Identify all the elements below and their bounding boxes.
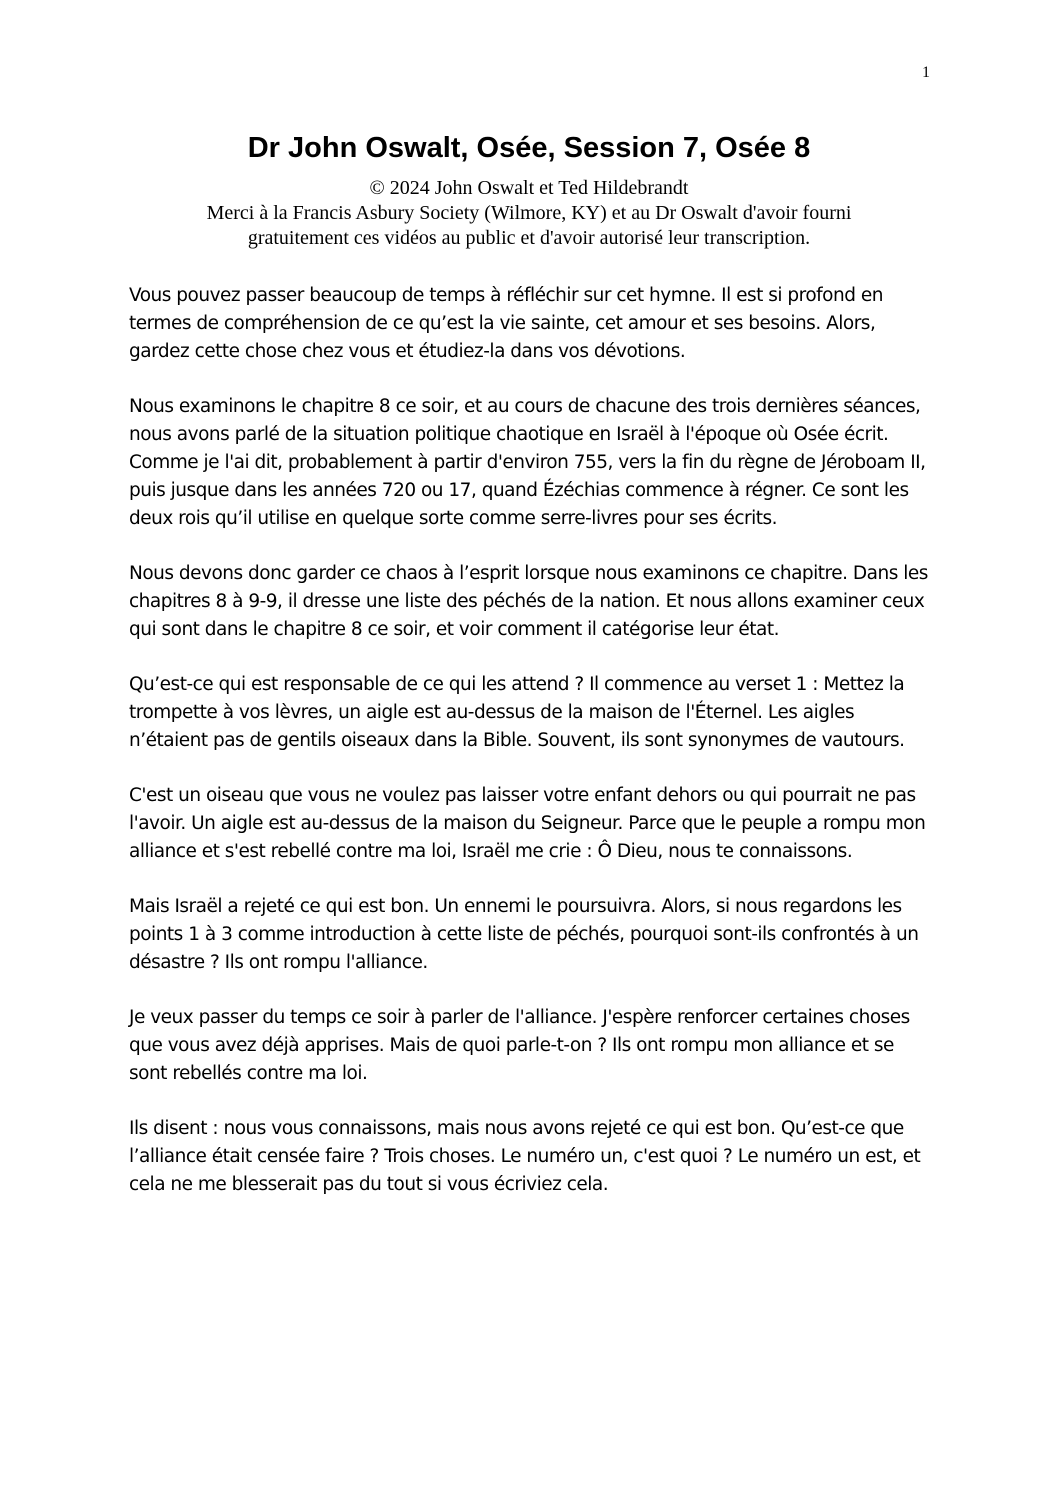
paragraph-6: Mais Israël a rejeté ce qui est bon. Un ennemi le poursuivra. Alors, si nous regardons les points 1 à 3 comme introduction à cette liste de péchés, pourquoi sont-ils confrontés à un désastre ? Ils ont rompu l'alliance.	[129, 896, 919, 973]
paragraph-3: Nous devons donc garder ce chaos à l’esprit lorsque nous examinons ce chapitre. Dans les chapitres 8 à 9-9, il dresse une liste des péchés de la nation. Et nous allons examiner ceux qui sont dans le chapitre 8 ce soir, et voir comment il catégorise leur état.	[129, 563, 928, 640]
copyright-line: © 2024 John Oswalt et Ted Hildebrandt	[369, 177, 689, 199]
document-subheading	[0, 176, 1058, 251]
page-number: 1	[922, 64, 930, 81]
transcript-body	[129, 282, 929, 1226]
credit-line-1: Merci à la Francis Asbury Society (Wilmore, KY) et au Dr Oswalt d'avoir fourni	[206, 202, 852, 224]
paragraph-7: Je veux passer du temps ce soir à parler de l'alliance. J'espère renforcer certaines choses que vous avez déjà apprises. Mais de quoi parle-t-on ? Ils ont rompu mon alliance et se sont rebellés contre ma loi.	[129, 1007, 910, 1084]
paragraph-1: Vous pouvez passer beaucoup de temps à réfléchir sur cet hymne. Il est si profond en termes de compréhension de ce qu’est la vie sainte, cet amour et ses besoins. Alors, gardez cette chose chez vous et étudiez-la dans vos dévotions.	[129, 285, 883, 362]
document-title: Dr John Oswalt, Osée, Session 7, Osée 8	[247, 132, 811, 164]
paragraph-5: C'est un oiseau que vous ne voulez pas laisser votre enfant dehors ou qui pourrait ne pas l'avoir. Un aigle est au-dessus de la maison du Seigneur. Parce que le peuple a rompu mon alliance et s'est rebellé contre ma loi, Israël me crie : Ô Dieu, nous te connaissons.	[129, 785, 926, 862]
credit-line-2: gratuitement ces vidéos au public et d'avoir autorisé leur transcription.	[247, 227, 811, 249]
paragraph-4: Qu’est-ce qui est responsable de ce qui les attend ? Il commence au verset 1 : Mettez la trompette à vos lèvres, un aigle est au-dessus de la maison de l'Éternel. Les aigles n’étaient pas de gentils oiseaux dans la Bible. Souvent, ils sont synonymes de vautours.	[129, 674, 905, 751]
paragraph-2: Nous examinons le chapitre 8 ce soir, et au cours de chacune des trois dernières séances, nous avons parlé de la situation politique chaotique en Israël à l'époque où Osée écrit. Comme je l'ai dit, probablement à partir d'environ 755, vers la fin du règne de Jéroboam II, puis jusque dans les années 720 ou 17, quand Ézéchias commence à régner. Ce sont les deux rois qu’il utilise en quelque sorte comme serre-livres pour ses écrits.	[129, 396, 926, 529]
paragraph-8: Ils disent : nous vous connaissons, mais nous avons rejeté ce qui est bon. Qu’est-ce que l’alliance était censée faire ? Trois choses. Le numéro un, c'est quoi ? Le numéro un est, et cela ne me blesserait pas du tout si vous écriviez cela.	[129, 1118, 921, 1195]
